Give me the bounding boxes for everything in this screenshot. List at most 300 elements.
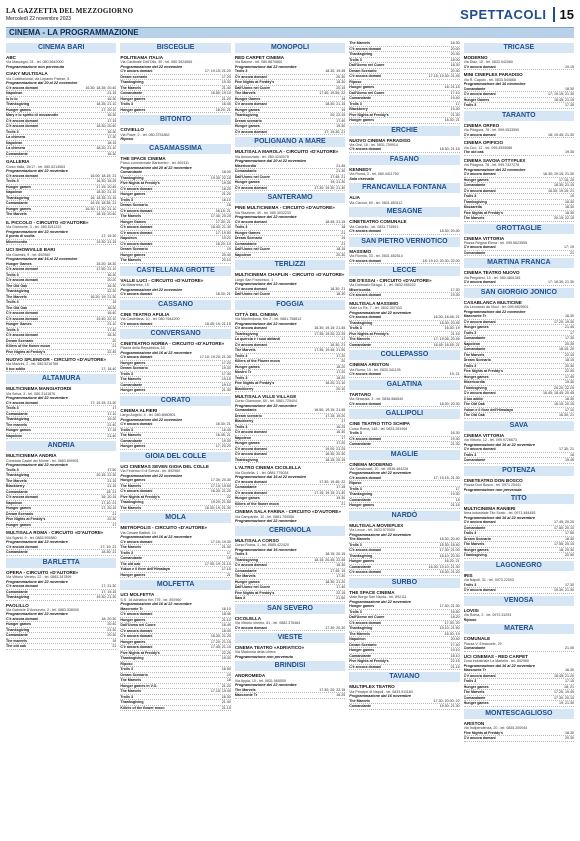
city-header: CORATO [120,396,230,406]
showtimes: 16.45; 21 [215,433,231,438]
showtimes: 19.35 [221,181,231,186]
film-title: Trolls 3 [463,679,477,684]
cinema-block [235,645,345,655]
cinema-address: Via Indipendenza, 20 - tel. 0835.200044 [463,726,528,730]
showtimes: 18.15; 20.15 [325,457,346,462]
film-title: Mary e lo spirito di mezzanotte [6,113,59,118]
film-title: The Marvels [234,574,256,579]
cinema-address: Corso Italia, 15/17 - tel. 080.5214563 [6,164,66,169]
cinema-name: PINE MULTICINEMA - CIRCUITO «D'AUTORE» [234,205,335,211]
film-title: C'è ancora domani [234,452,267,457]
film-title: Il tuo addio [463,396,483,401]
film-title: Five Nights at Freddy's [120,181,160,186]
film-title: Mostro Tr [234,370,252,375]
city-header: TERLIZZI [235,260,345,270]
screening-row [6,240,116,246]
cinema-address: Via Principe di Napoli - tel. 0833.911184 [349,689,413,694]
screening-row [464,133,574,139]
cinema-name: COVIELLO [120,127,144,133]
film-title: Comandante [463,525,486,530]
showtimes: 16.30; 19.15; 21.30 [543,172,575,177]
cinema-block [235,394,345,404]
film-title: C'è ancora domani [463,736,496,740]
screening-row [349,259,459,265]
film-title: C'è ancora domani [234,185,267,190]
film-title: Thanksgiving [349,320,373,325]
showtimes: 17 [341,337,346,342]
showtimes: 17.30 [107,135,117,140]
showtimes: 16.15; 18.35; 21 [90,201,117,206]
showtimes: 17.15 [336,485,346,490]
showtimes: 16.30; 19; 21.30 [204,505,231,510]
showtimes: 17.30 [336,574,346,579]
film-title: Il tuo addio [6,366,26,371]
film-title: Maxcronte Tr [120,606,143,611]
showtimes: 16.30; 18.45; 21 [433,315,460,320]
screening-row [120,258,230,264]
showtimes: 18.30 [565,205,575,210]
programme-note: Programmazione dal 20 al 22 novembre [6,81,78,86]
showtimes: 22.30 [565,369,575,374]
showtimes: 17.40 [450,642,460,647]
film-title: The Marvels [234,687,256,692]
showtimes: 19.30 [336,496,346,501]
film-title: C'è ancora domani [6,118,39,123]
showtimes: 17; 20.15 [101,506,117,511]
film-title: C'è ancora domani [6,278,39,283]
showtimes: 17; 19.30 [101,234,117,239]
film-title: C'è ancora domani [6,267,39,272]
showtimes: 16.20; 21 [444,559,460,564]
screening-row [349,570,459,576]
screening-row [464,103,574,109]
screening-row [235,253,345,259]
film-title: Hunger games [120,444,146,449]
cinema-address: Via Ciro, 12 - tel. 099.4539086 [463,145,513,150]
showtimes: 18.30; 21 [330,286,346,291]
showtimes: 20 [341,359,346,364]
showtimes: 17.30; 20; 22.15 [319,687,346,692]
film-title: Five Nights at Freddy's [234,80,275,85]
showtimes: 17.15 [565,679,575,684]
showtimes: 21.15 [107,91,117,96]
cinema-name: MULTISALA ROMA - CIRCUITO «D'AUTORE» [6,530,104,536]
cinema-name: MULTISALA MASSIMO [349,300,399,306]
showtimes: 21.15 [450,503,460,508]
programme-note: Programmazione del 22 novembre [120,473,183,478]
programme-note: Programmazione del 22 novembre [349,599,412,604]
showtimes: 17.30; 20.30 [210,478,231,483]
showtimes: 19.00; 21.25 [325,446,346,451]
programme-note: Programmazione dal 16 al 22 novembre [463,663,535,668]
showtimes: 16.30 [336,563,346,568]
programme-note: Programmazione del 22 novembre [6,169,68,174]
film-title: Trolls 3 [234,69,248,74]
screening-row [464,458,574,464]
showtimes: 18 [112,638,117,643]
cinema-name: NUOVO SPLENDOR - CIRCUITO «D'AUTORE» [6,357,106,363]
showtimes: 18.30 [336,80,346,85]
showtimes: 21.30 [336,169,346,174]
film-title: Hunger games [120,388,146,393]
film-title: Mozzarella [463,205,482,210]
film-title: Hunger games [463,684,489,689]
cinema-address: Largo Angelo, 4 - tel. 080.8980501 [120,413,176,418]
showtimes: 18.20 [336,364,346,369]
film-title: Trolls 3 [349,101,362,106]
showtimes: 16.30 [107,151,117,156]
film-title: Blackberry [234,419,254,424]
film-title: C'è ancora domani [234,625,267,630]
showtimes: 17.20 [221,360,231,365]
cinema-address: Piazza della Repubblica, 10 [120,346,165,351]
cinema-name: MULTISALA MAROLA - CIRCUITO «D'AUTORE» [234,149,339,155]
film-title: C'è ancora domani [349,570,382,575]
showtimes: 21.00 [565,646,575,651]
showtimes: 18; 21 [564,684,575,689]
programme-note: Programmazione del 22 novembre [463,167,526,172]
showtimes: 17.45; 21.15 [210,645,231,650]
film-title: Dream Scenario [6,511,34,516]
cinema-name: RED CARPET CINEMA [234,55,285,60]
film-title: Hunger games [120,96,146,101]
showtimes: 18.15; 20.40 [96,212,117,217]
film-title: Dream scenario [234,118,262,123]
film-title: C'è ancora domani [234,446,267,451]
city-header: FASANO [349,155,459,165]
showtimes: 21.45 [565,325,575,330]
cinema-block [349,392,459,402]
film-title: Five Nights at Freddy's [463,730,504,735]
listing-columns [6,41,574,837]
showtimes: 18; 21 [106,489,117,494]
film-title: Comandante [6,489,28,494]
programme-note: Programmazione dal 20 al 22 novembre [120,165,192,170]
film-title: C'è ancora domani [6,584,39,589]
cinema-name: MULTICINEMA MANGIATORDI [6,386,72,392]
city-header: TITO [464,494,574,504]
programme-note: Programmazione del 22 novembre [349,532,412,537]
film-title: C'è ancora domani [463,280,496,285]
cinema-block [120,341,230,351]
paper-date: Mercoledì 22 novembre 2023 [6,15,72,22]
film-title: The Marvels [120,505,142,510]
showtimes: 17 [455,101,460,106]
cinema-name: LOVISI [463,607,479,613]
film-title: Thanksgiving [234,557,258,562]
film-title: Hunger Games [6,322,32,327]
cinema-name: CINEMA ALFIERI [120,407,158,413]
showtimes: 16.10 [221,606,231,611]
screening-row [464,588,574,594]
film-title: Hunger games [120,478,146,483]
film-title: Hunger games [120,192,146,197]
screening-row [120,388,230,394]
film-title: Hunger Games [234,230,261,235]
showtimes: 21 [341,230,346,235]
film-title: C'è ancora domani [120,355,153,360]
film-title: Thanksgiving [120,500,144,505]
showtimes: 17.30; 20.00; 22 [433,698,460,703]
showtimes: 17.45; 21 [330,174,346,179]
film-title: The marvels [6,638,27,643]
film-title: C'è ancora domani [234,219,267,224]
screening-row [120,706,230,712]
cinema-address: Largo San Francesco, 1 [234,277,274,282]
cinema-name: CINEMA VITTORIA [463,235,505,241]
city-header: CASSANO [120,300,230,310]
screening-row [6,434,116,440]
city-header: SURBO [349,578,459,588]
showtimes: 18 [226,678,231,683]
showtimes: 21.15 [107,484,117,489]
showtimes: 20.30 [565,736,575,740]
cinema-name: ALIA [349,195,360,201]
programme-note: Programmazione del 22 novembre [234,519,297,524]
showtimes: 17.15; 19.20 [325,413,346,418]
film-title: The Marvels [349,41,370,45]
film-title: Comandante [463,695,486,700]
programme-note: Programmazione dal 22 novembre [463,309,526,314]
showtimes: 18.30; 21 [330,342,346,347]
showtimes: 22.30 [107,517,117,522]
showtimes: 18.20; 21.10 [96,146,117,151]
showtimes: 19.30; 21.15 [96,239,117,244]
cinema-block [349,301,459,311]
film-title: C'è ancora domani [120,225,153,230]
screening-row [235,502,345,508]
showtimes: 16.30; 18.35; 20.40 [85,85,117,90]
showtimes: 19.30; 21.30 [554,588,575,593]
film-title: Trolls 3 [234,424,248,429]
film-title: Hunger games [463,177,489,182]
showtimes: 17.20 [336,353,346,358]
cinema-address: Via Romita, 33 - tel. 0831.652514 [349,254,403,259]
screening-row [464,736,574,742]
screening-row [6,523,116,529]
showtimes: 18.45; 21.20 [554,673,575,678]
showtimes: 18.45; 21.15 [325,219,346,224]
film-title: Napoleon [6,91,23,96]
cinema-address: Viale Borgo San Nicola - tel. 892111 [349,595,407,600]
screening-row [464,646,574,652]
film-title: Thanksgiving [234,457,258,462]
showtimes: 17.15 [107,428,117,433]
cinema-address: Via Roma, 3 - tel. 080.4411750 [349,172,399,177]
showtimes: 16.30 [107,129,117,134]
film-title: Hunger games [349,118,375,122]
showtimes: 20.30 [107,633,117,638]
programme-note: Programmazione del 22 novembre [234,282,297,287]
film-title: Trolls 3 [120,667,133,672]
showtimes: 21.40 [107,433,117,438]
programme-note: Programmazione dal 22 novembre [234,64,297,69]
film-title: Five Nights at Freddy's [6,517,46,522]
film-title: C'è ancora domani [6,311,39,316]
showtimes: 16.30; 19.15; 21 [548,188,575,193]
film-title: Trolls 3 [6,129,19,134]
film-title: Trolls 3 [349,431,362,436]
showtimes: 16.15; 20.15 [554,402,575,407]
film-title: Hunger games [120,107,146,112]
cinema-block [464,636,574,646]
film-title: C'è ancora domani [463,132,496,137]
showtimes: 17; 19; 21 [100,544,117,549]
film-title: The Marvels [234,348,256,353]
section-banner: CINEMA - LA PROGRAMMAZIONE [6,27,574,38]
film-title: Trolls 3 [463,194,477,199]
cinema-block [464,270,574,280]
cinema-address: Via Vittorio Veneto, 22 - tel. 0883.347899 [6,575,72,580]
cinema-name: CINETEATRO DON BOSCO [463,477,523,483]
cinema-address: Via Cardinale Dell'Olio, 30 - tel. 080.3924665 [120,60,193,65]
screening-row [6,212,116,218]
cinema-name: OPERA - CIRCUITO «D'AUTORE» [6,569,79,575]
showtimes: 21.30 [450,112,460,117]
cinema-name: MULTICINEMA ANDRIA [6,453,57,459]
showtimes: 16.30 [221,694,231,699]
showtimes: 19.10; 21.50 [439,626,460,631]
showtimes: 19; 21.30 [330,180,346,185]
showtimes: 18.30 [450,41,460,45]
cinema-block [349,421,459,431]
showtimes: 19 [570,194,575,199]
cinema-address: Via Manfredonia, Km 2 - tel. 0881.758813 [234,317,302,322]
showtimes: 20.30 [450,68,460,73]
cinema-name: CICOLELLA [234,615,262,621]
showtimes: 17.50; 20.10 [554,525,575,530]
cinema-address: Via Baione - tel. 080.8870860 [234,60,283,65]
film-title: The Marvels [349,337,370,342]
film-title: The Marvels [463,352,485,357]
film-title: Comandante [234,568,257,573]
screening-row [235,387,345,393]
film-title: The Marvels [120,678,142,683]
showtimes: 17.30; 20 [444,620,460,625]
city-header: SAN GIORGIO JONICO [464,288,574,298]
film-title: The old oak [120,561,141,566]
film-title: The Marvels [234,91,256,96]
programme-note: Programmazione dal 16 al 22 novembre [463,515,535,520]
film-title: C'è ancora domani [463,172,496,177]
showtimes: 15 [112,300,117,305]
film-title: C'è ancora domani [120,645,153,650]
showtimes: 21.30 [450,442,460,447]
showtimes: 22.45 [107,349,117,354]
film-title: Five Nights at Freddy's [349,659,389,664]
screening-row [349,665,459,671]
cinema-name: VALLE LUCI - CIRCUITO «D'AUTORE» [120,277,204,283]
film-title: Hunger games [234,441,260,446]
cinema-block [349,523,459,533]
film-title: C'è ancora domani [6,616,39,621]
film-title: Dream Scenario [120,247,148,252]
film-title: Trolls 3 [234,552,248,557]
programme-note: Programmazione dal 16 al 22 novembre [120,602,192,607]
cinema-address: Via Campanile, 10 - tel. 0881.709556 [234,514,295,519]
showtimes: 18.15; 20.45; 22.45 [314,557,346,562]
film-title: Hunger games [6,184,31,189]
cinema-address: Via Lecce - tel. 0833.570000 [349,528,395,533]
film-title: Trolls 3 [120,371,133,376]
programme-note: Programmazione dal 22 novembre [6,463,68,468]
city-header: ERCHIE [349,126,459,136]
cinema-name: ARISTON [463,720,485,726]
showtimes: 17.15; 19.15; 21.30 [314,490,346,495]
film-title: The Old Oak [463,402,485,407]
film-title: Thanksgiving [6,289,30,294]
masthead-right [460,7,574,22]
screening-row [349,229,459,235]
cinema-name: UCI MOLFETTA [120,592,155,598]
cinema-name: UCI SHOWVILLE BARI [6,247,55,253]
city-header: ALTAMURA [6,374,116,384]
film-title: C'è ancora domani [234,490,267,495]
programme-note: Programmazione dal 16 novembre [349,694,412,699]
city-header: TARANTO [464,111,574,121]
showtimes: 17.40 [336,585,346,590]
screening-row [464,701,574,707]
film-title: Killers of the flower moon [120,705,165,710]
showtimes: 19.40 [450,96,460,100]
film-title: Thanksgiving [349,553,373,558]
cinema-block [120,525,230,535]
cinema-address: Via Stazione, 49 - tel. 080.3032233 [234,210,291,215]
showtimes: 17.15; 19.30 [210,539,231,544]
showtimes: 18; 21.15 [444,85,460,89]
cinema-address: Via Sandonaci, 10 - tel. 0836.484226 [349,466,409,471]
screening-row [235,626,345,632]
film-title: C'è ancora domani [463,92,496,97]
showtimes: 17.30; 21.00 [439,548,460,553]
showtimes: 18.15; 20 [559,347,575,352]
city-header: BITONTO [120,115,230,125]
showtimes: 17.30 [565,336,575,341]
showtimes: 16.30; 19 [444,326,460,331]
cinema-block [235,673,345,683]
screening-row [120,108,230,114]
showtimes: 20 [112,338,117,343]
showtimes: 17.30; 19.45; 22 [319,479,346,484]
showtimes: 18.30 [565,199,575,204]
film-title: Dream Scenario [6,338,34,343]
showtimes: 19.10 [221,382,231,387]
cinema-address: Via Sgarbi, 9 - tel. 0883.592880 [6,535,57,540]
cinema-address: Via Giannone, 3 - tel. 080.5211222 [6,225,62,230]
cinema-address: Via Dalmazio Birago, 1 - tel. 0832.455222 [349,283,416,288]
cinema-block [464,654,574,664]
showtimes: 18.45 [221,612,231,617]
programme-note: Programmazione dal 16 al 22 novembre [6,257,78,262]
film-title: Five Nights at Freddy's [234,590,275,595]
showtimes: 21 [112,644,117,649]
film-title: La chimera [6,135,25,140]
showtimes: 16.00; 18.15; 21 [90,173,117,178]
city-header: VENOSA [464,596,574,606]
film-title: Riposo [120,661,133,666]
film-title: The Marvels [463,690,485,695]
showtimes: 17 [112,406,117,411]
film-title: C'è ancora domani [120,69,153,74]
cinema-address: Via Mazzini, 2 - tel. 080.5216766 [6,362,59,367]
showtimes: 16.15; 21 [215,208,231,213]
showtimes: 18.30; 21 [101,550,117,555]
showtimes: 20.40 [221,252,231,257]
film-title: C'è ancora domani [120,612,153,617]
showtimes: 19.30 [450,107,460,111]
screening-row [120,573,230,579]
screening-row [349,147,459,153]
